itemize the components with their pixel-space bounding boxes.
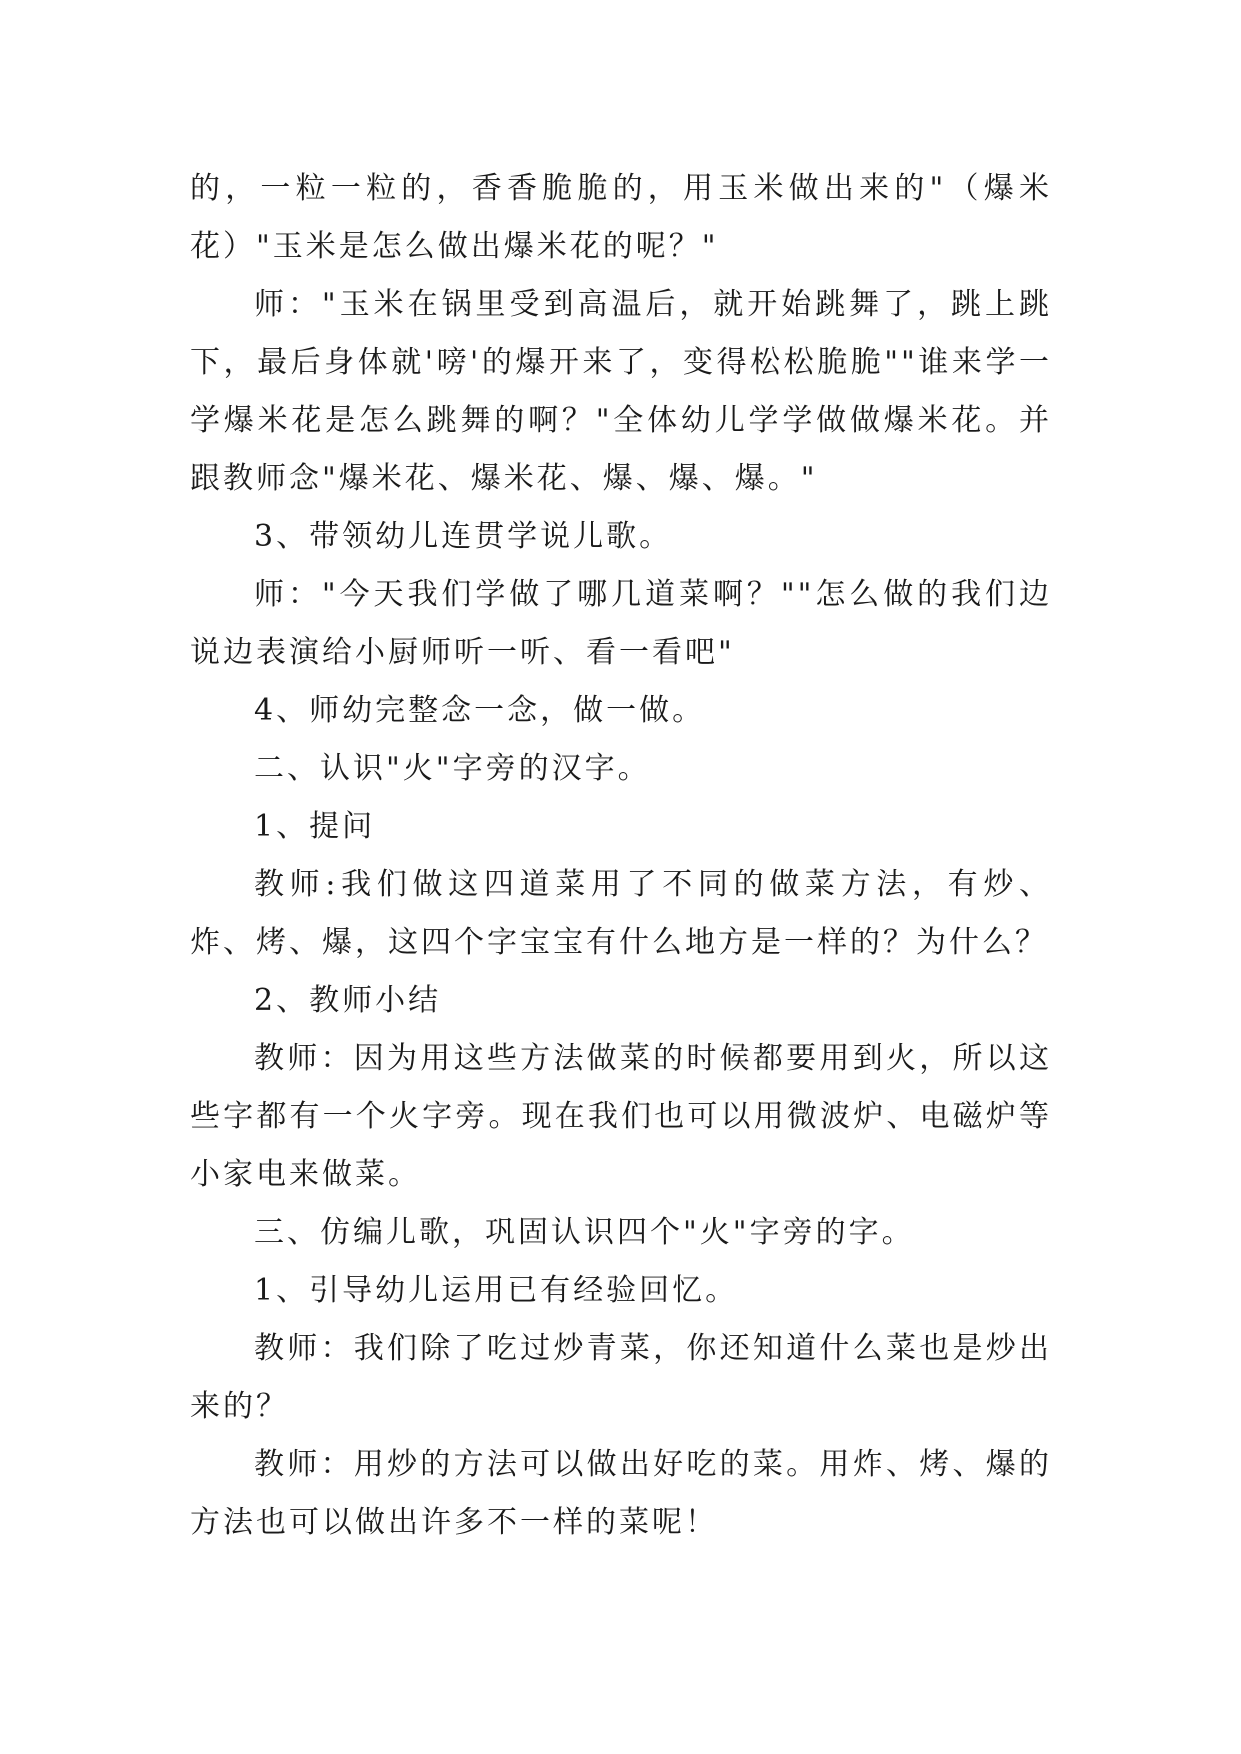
section-heading: 二、认识"火"字旁的汉字。 (254, 751, 651, 786)
paragraph: 教师：因为用这些方法做菜的时候都要用到火，所以这些字都有一个火字旁。现在我们也可以用微波炉、电磁炉等小家电来做菜。 (190, 1041, 1052, 1192)
paragraph: 教师：用炒的方法可以做出好吃的菜。用炸、烤、爆的方法也可以做出许多不一样的菜呢！ (190, 1447, 1052, 1540)
paragraph: 师："今天我们学做了哪几道菜啊？""怎么做的我们边说边表演给小厨师听一听、看一看吧" (190, 577, 1052, 670)
paragraph: 2、教师小结 (254, 983, 442, 1018)
paragraph: 的，一粒一粒的，香香脆脆的，用玉米做出来的"（爆米花）"玉米是怎么做出爆米花的呢？" (190, 171, 1052, 264)
paragraph: 1、提问 (254, 809, 376, 844)
document-body (190, 160, 1052, 1552)
paragraph: 4、师幼完整念一念，做一做。 (254, 693, 706, 728)
paragraph: 3、带领幼儿连贯学说儿歌。 (254, 519, 673, 554)
paragraph: 教师:我们做这四道菜用了不同的做菜方法，有炒、炸、烤、爆，这四个字宝宝有什么地方是一样的？为什么？ (190, 867, 1052, 960)
paragraph: 师："玉米在锅里受到高温后，就开始跳舞了，跳上跳下，最后身体就'嗙'的爆开来了，变得松松脆脆""谁来学一学爆米花是怎么跳舞的啊？"全体幼儿学学做做爆米花。并跟教师念"爆米花、爆米花、爆、爆、爆。" (190, 287, 1052, 496)
section-heading: 三、仿编儿歌，巩固认识四个"火"字旁的字。 (254, 1215, 915, 1250)
paragraph: 教师：我们除了吃过炒青菜，你还知道什么菜也是炒出来的？ (190, 1331, 1052, 1424)
paragraph: 1、引导幼儿运用已有经验回忆。 (254, 1273, 739, 1308)
